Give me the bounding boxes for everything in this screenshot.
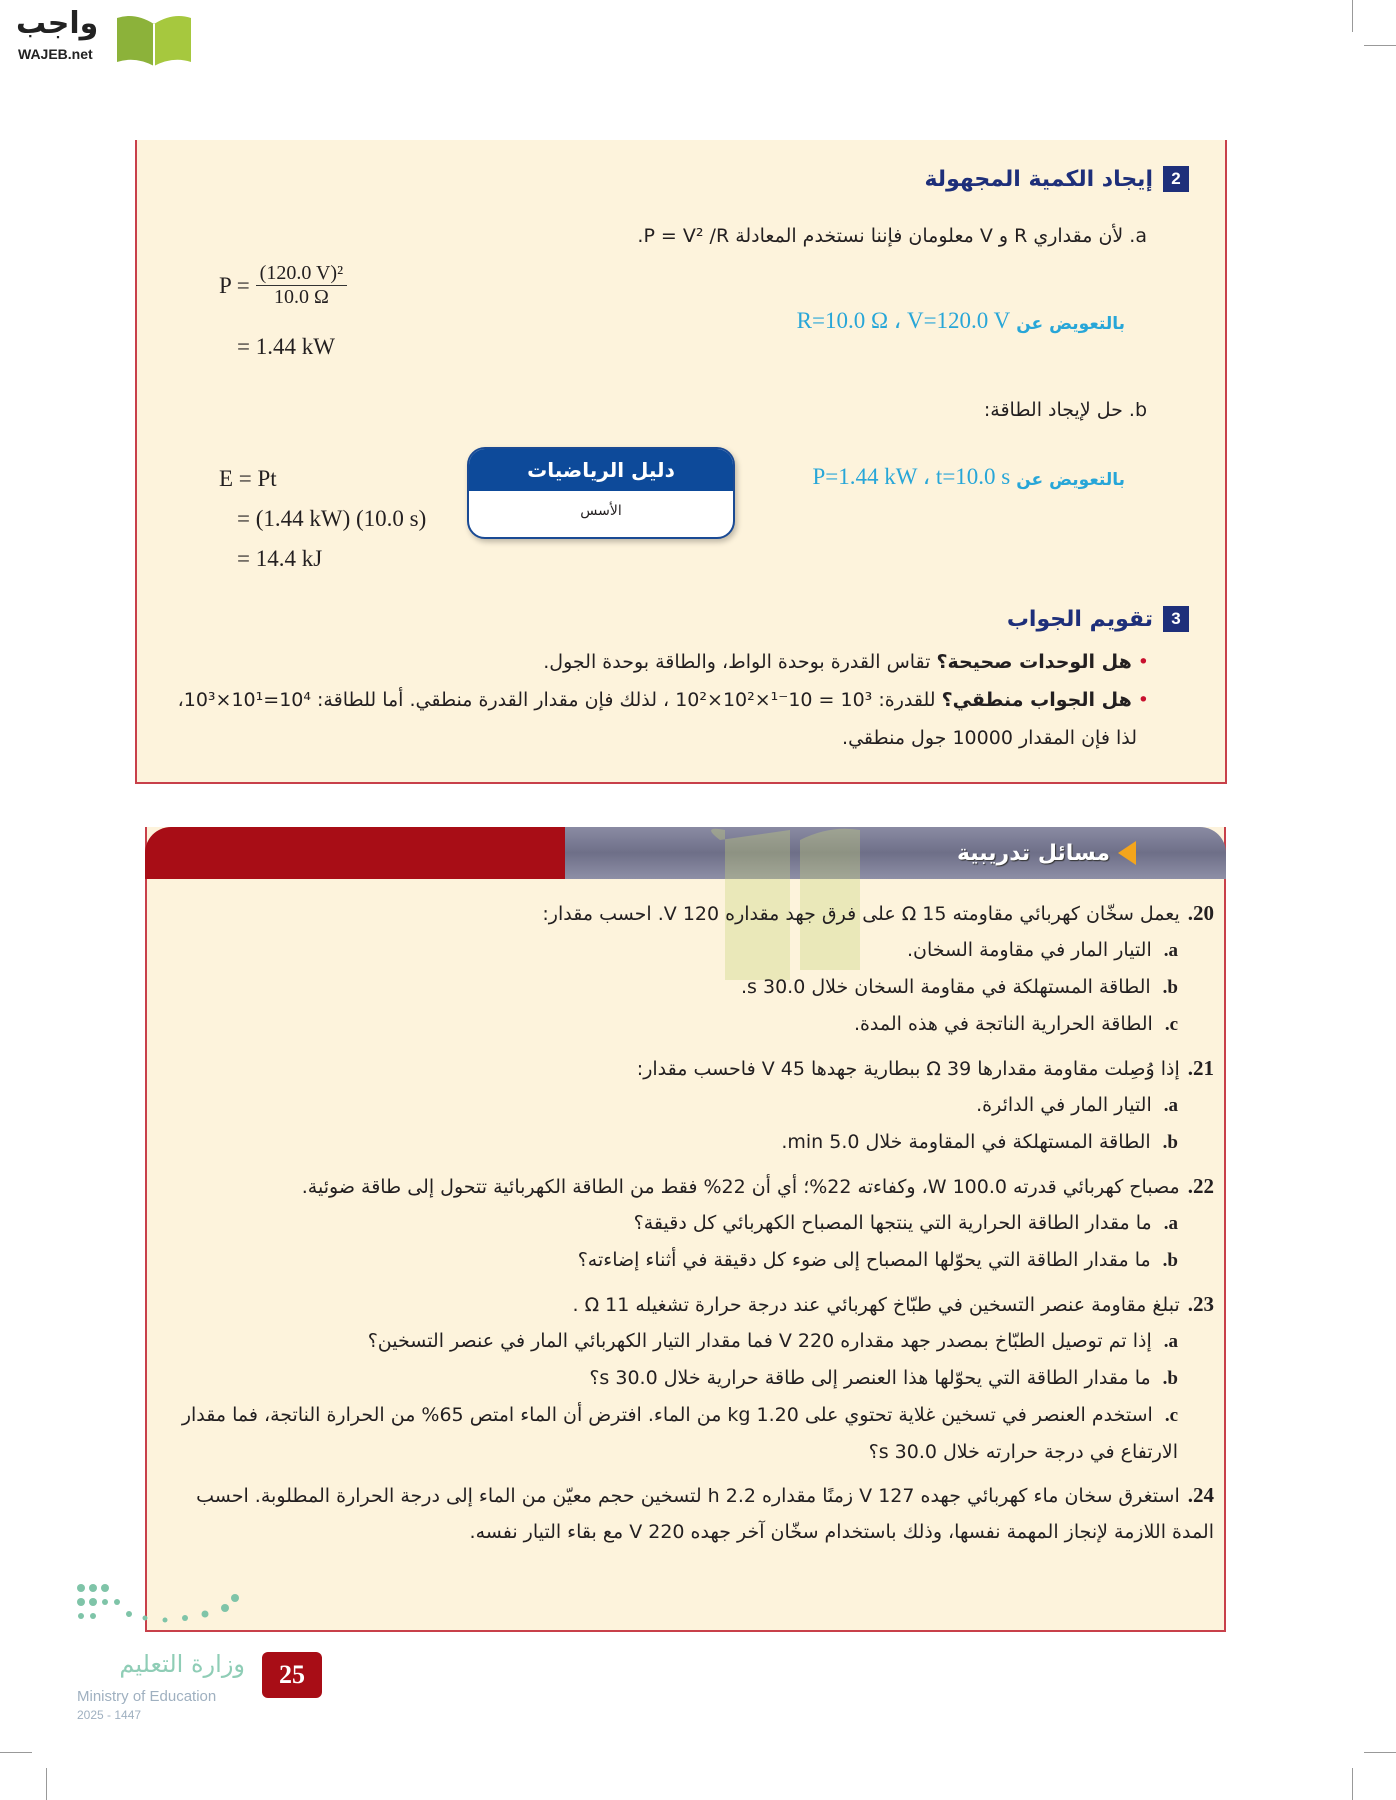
- sub-question-text: إذا تم توصيل الطبّاخ بمصدر جهد مقداره 220 V فما مقدار التيار الكهربائي المار في عنصر التسخين؟: [367, 1330, 1152, 1352]
- sub-question-label: b.: [1162, 1250, 1178, 1271]
- problem-text: مصباح كهربائي قدرته 100.0 W، وكفاءته 22%؛ أي أن 22% فقط من الطاقة الكهربائية تتحول إلى طاقة ضوئية.: [301, 1176, 1180, 1198]
- problem-number: 23.: [1187, 1292, 1214, 1316]
- math-guide-box[interactable]: [467, 447, 735, 539]
- sub-question: [160, 1397, 1214, 1470]
- sub-question-label: a.: [1163, 1095, 1178, 1116]
- problem-statement: [160, 896, 1214, 932]
- step-b-text: b. حل لإيجاد الطاقة:: [983, 399, 1147, 421]
- problem-item: [160, 896, 1214, 1043]
- substitution-values: P=1.44 kW ، t=10.0 s: [812, 464, 1011, 489]
- sub-question-text: استخدم العنصر في تسخين غلاية تحتوي على 1.20 kg من الماء. افترض أن الماء امتص 65% من الحرارة الناتجة، فما مقدار الارتفاع في درجة حرارته خلال 30.0 s؟: [181, 1404, 1178, 1463]
- sub-question-label: b.: [1162, 1132, 1178, 1153]
- sub-question-label: c.: [1164, 1405, 1178, 1426]
- dots-pattern-icon: [75, 1578, 245, 1638]
- check-question: هل الوحدات صحيحة؟: [936, 651, 1132, 673]
- math-guide-title: دليل الرياضيات: [469, 449, 733, 491]
- substitution-a: [797, 308, 1125, 334]
- sub-question-text: الطاقة المستهلكة في المقاومة خلال 5.0 min.: [781, 1131, 1151, 1153]
- sub-question: [160, 1205, 1214, 1242]
- problem-list: [160, 896, 1214, 1558]
- sub-question: [160, 1323, 1214, 1360]
- sub-question-text: ما مقدار الطاقة التي يحوّلها هذا العنصر إلى طاقة حرارية خلال 30.0 s؟: [589, 1367, 1151, 1389]
- energy-eq-2: = (1.44 kW) (10.0 s): [237, 506, 427, 531]
- sub-question-label: a.: [1163, 940, 1178, 961]
- substitution-label: بالتعويض عن: [1016, 314, 1125, 334]
- problem-statement: [160, 1478, 1214, 1550]
- problem-text: استغرق سخان ماء كهربائي جهده 127 V زمنًا مقداره 2.2 h لتسخين حجم معيّن من الماء إلى درجة الحرارة المطلوبة. احسب المدة اللازمة لإنجاز المهمة نفسها، وذلك باستخدام سخّان آخر جهده 220 V مع بقاء التيار نفسه.: [196, 1485, 1214, 1543]
- power-equation: [219, 262, 347, 309]
- crop-mark: [1352, 1768, 1353, 1800]
- sub-question: [160, 932, 1214, 969]
- ministry-name-arabic: وزارة التعليم: [119, 1650, 245, 1678]
- crop-mark: [1364, 1752, 1396, 1753]
- practice-title: مسائل تدريبية: [956, 840, 1110, 866]
- check-answer: تقاس القدرة بوحدة الواط، والطاقة بوحدة الجول.: [543, 651, 937, 673]
- sub-question: [160, 1242, 1214, 1279]
- sub-question-label: a.: [1163, 1331, 1178, 1352]
- logo-arabic: واجب: [16, 6, 99, 41]
- problem-text: تبلغ مقاومة عنصر التسخين في طبّاخ كهربائي عند درجة حرارة تشغيله 11 Ω .: [572, 1294, 1180, 1316]
- logo-english: WAJEB.net: [18, 46, 93, 62]
- example-solution-box: [135, 140, 1227, 784]
- sub-question-text: ما مقدار الطاقة الحرارية التي ينتجها المصباح الكهربائي كل دقيقة؟: [633, 1212, 1152, 1234]
- problem-statement: [160, 1287, 1214, 1323]
- problem-number: 22.: [1187, 1174, 1214, 1198]
- crop-mark: [1352, 0, 1353, 32]
- wajeb-logo[interactable]: [8, 6, 193, 68]
- sub-question-label: a.: [1163, 1213, 1178, 1234]
- page-number: 25: [262, 1652, 322, 1698]
- step-title: إيجاد الكمية المجهولة: [924, 166, 1153, 192]
- problem-item: [160, 1478, 1214, 1550]
- problem-item: [160, 1287, 1214, 1470]
- check-answer-continued: لذا فإن المقدار 10000 جول منطقي.: [842, 727, 1137, 749]
- sub-question-text: ما مقدار الطاقة التي يحوّلها المصباح إلى ضوء كل دقيقة في أثناء إضاءته؟: [577, 1249, 1151, 1271]
- problem-statement: [160, 1169, 1214, 1205]
- eq-numerator: (120.0 V)²: [256, 262, 347, 286]
- energy-eq-3: = 14.4 kJ: [237, 546, 323, 571]
- problem-number: 20.: [1187, 901, 1214, 925]
- substitution-values: R=10.0 Ω ، V=120.0 V: [796, 308, 1011, 333]
- sub-question: [160, 1006, 1214, 1043]
- sub-question: [160, 1087, 1214, 1124]
- ministry-logo: [75, 1578, 255, 1728]
- triangle-icon: [1118, 841, 1136, 865]
- step3-heading: [1007, 606, 1189, 632]
- sub-question-label: b.: [1162, 1368, 1178, 1389]
- power-result: = 1.44 kW: [237, 334, 335, 359]
- eq-lhs: P =: [219, 272, 250, 298]
- energy-eq-1: E = Pt: [219, 466, 277, 491]
- step-number-badge: 3: [1163, 606, 1189, 632]
- edition-year: 2025 - 1447: [77, 1708, 142, 1722]
- step2-heading: [924, 166, 1189, 192]
- check-reasonable: • هل الجواب منطقي؟ للقدرة: 10³ = 10⁻¹×10²×10² ، لذلك فإن مقدار القدرة منطقي. أما للطاقة: 10⁴=10¹×10³،: [177, 689, 1149, 711]
- crop-mark: [1364, 45, 1396, 46]
- math-guide-subtitle: الأسس: [580, 503, 622, 519]
- crop-mark: [46, 1768, 47, 1800]
- substitution-label: بالتعويض عن: [1016, 470, 1125, 490]
- book-icon: [113, 10, 195, 68]
- practice-header-bar: [145, 827, 1226, 879]
- step-title: تقويم الجواب: [1006, 606, 1153, 632]
- step-a-text: a. لأن مقداري R و V معلومان فإننا نستخدم المعادلة P = V² /R.: [637, 225, 1147, 247]
- sub-question-label: c.: [1164, 1014, 1178, 1035]
- check-answer: للقدرة: 10³ = 10⁻¹×10²×10² ، لذلك فإن مقدار القدرة منطقي. أما للطاقة: 10⁴=10¹×10³،: [177, 689, 942, 711]
- sub-question-text: التيار المار في الدائرة.: [976, 1094, 1152, 1116]
- problem-item: [160, 1169, 1214, 1279]
- step-number-badge: 2: [1163, 166, 1189, 192]
- sub-question-text: التيار المار في مقاومة السخان.: [906, 939, 1152, 961]
- problem-text: يعمل سخّان كهربائي مقاومته 15 Ω على فرق جهد مقداره 120 V. احسب مقدار:: [542, 903, 1180, 925]
- check-list: [157, 648, 1149, 752]
- check-question: هل الجواب منطقي؟: [941, 689, 1132, 711]
- crop-mark: [0, 1752, 32, 1753]
- sub-question: [160, 1124, 1214, 1161]
- substitution-b: [812, 464, 1125, 490]
- sub-question-text: الطاقة الحرارية الناتجة في هذه المدة.: [853, 1013, 1153, 1035]
- problem-statement: [160, 1051, 1214, 1087]
- problem-number: 24.: [1187, 1483, 1214, 1507]
- check-units: • هل الوحدات صحيحة؟ تقاس القدرة بوحدة الواط، والطاقة بوحدة الجول.: [543, 651, 1149, 673]
- sub-question-label: b.: [1162, 977, 1178, 998]
- problem-number: 21.: [1187, 1056, 1214, 1080]
- sub-question: [160, 1360, 1214, 1397]
- sub-question-text: الطاقة المستهلكة في مقاومة السخان خلال 30.0 s.: [741, 976, 1151, 998]
- sub-question: [160, 969, 1214, 1006]
- problem-item: [160, 1051, 1214, 1161]
- eq-denominator: 10.0 Ω: [273, 286, 329, 308]
- ministry-name-english: Ministry of Education: [77, 1688, 217, 1705]
- problem-text: إذا وُصِلت مقاومة مقدارها 39 Ω ببطارية جهدها 45 V فاحسب مقدار:: [636, 1058, 1180, 1080]
